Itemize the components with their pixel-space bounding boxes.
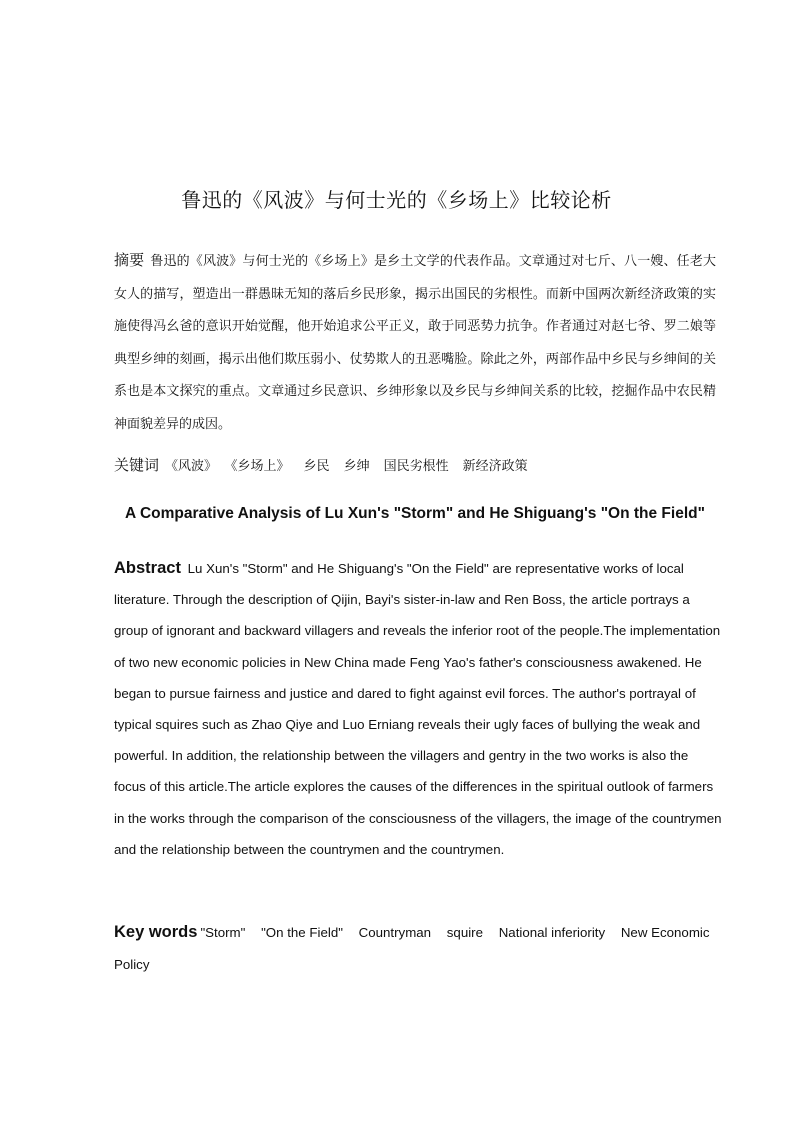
- chinese-keyword: 国民劣根性: [383, 459, 449, 474]
- chinese-keyword: 新经济政策: [462, 459, 528, 474]
- chinese-keyword: 乡绅: [343, 459, 370, 474]
- english-keywords: [114, 917, 716, 980]
- english-title: A Comparative Analysis of Lu Xun's "Storm" and He Shiguang's "On the Field": [125, 505, 705, 522]
- english-abstract-text: Lu Xun's "Storm" and He Shiguang's "On the Field" are representative works of local literature. Through the description of Qijin, Bayi's sister-in-law and Ren Boss, the article portrays a group of ignorant and backward villagers and reveals the inferior root of the people.The implementation of two new economic policies in New China made Feng Yao's father's consciousness awakened. He began to pursue fairness and justice and dared to fight against evil forces. The author's portrayal of typical squires such as Zhao Qiye and Luo Erniang reveals their ugly faces of bullying the weak and powerful. In addition, the relationship between the villagers and gentry in the two works is also the focus of this article.The article explores the causes of the differences in the spiritual outlook of farmers in the works through the comparison of the consciousness of the villagers, the image of the countrymen and the relationship between the countrymen and the countrymen.: [114, 561, 722, 857]
- english-abstract: [114, 553, 722, 865]
- english-keyword: National inferiority: [498, 925, 606, 940]
- english-keyword: "On the Field": [261, 925, 343, 940]
- english-keyword: Countryman: [358, 925, 432, 940]
- chinese-keyword: 《风波》: [165, 459, 218, 474]
- english-keyword: "Storm": [200, 925, 246, 940]
- chinese-keywords-label: 关键词: [114, 456, 160, 474]
- english-keyword: New Economic Policy: [114, 925, 710, 972]
- chinese-title: 鲁迅的《风波》与何士光的《乡场上》比较论析: [181, 188, 612, 212]
- chinese-keyword: 乡民: [303, 459, 330, 474]
- english-keyword: squire: [446, 925, 483, 940]
- chinese-abstract-label: 摘要: [114, 251, 145, 269]
- chinese-keywords: [114, 452, 716, 480]
- english-abstract-label: Abstract: [114, 559, 181, 577]
- chinese-keyword: 《乡场上》: [231, 459, 290, 474]
- chinese-abstract: [114, 244, 716, 441]
- english-keywords-label: Key words: [114, 923, 198, 941]
- chinese-abstract-text: 鲁迅的《风波》与何士光的《乡场上》是乡土文学的代表作品。文章通过对七斤、八一嫂、任老大女人的描写，塑造出一群愚昧无知的落后乡民形象，揭示出国民的劣根性。而新中国两次新经济政策的实施使得冯幺爸的意识开始觉醒，他开始追求公平正义，敢于同恶势力抗争。作者通过对赵七爷、罗二娘等典型乡绅的刻画，揭示出他们欺压弱小、仗势欺人的丑恶嘴脸。除此之外，两部作品中乡民与乡绅间的关系也是本文探究的重点。文章通过乡民意识、乡绅形象以及乡民与乡绅间关系的比较，挖掘作品中农民精神面貌差异的成因。: [114, 254, 716, 432]
